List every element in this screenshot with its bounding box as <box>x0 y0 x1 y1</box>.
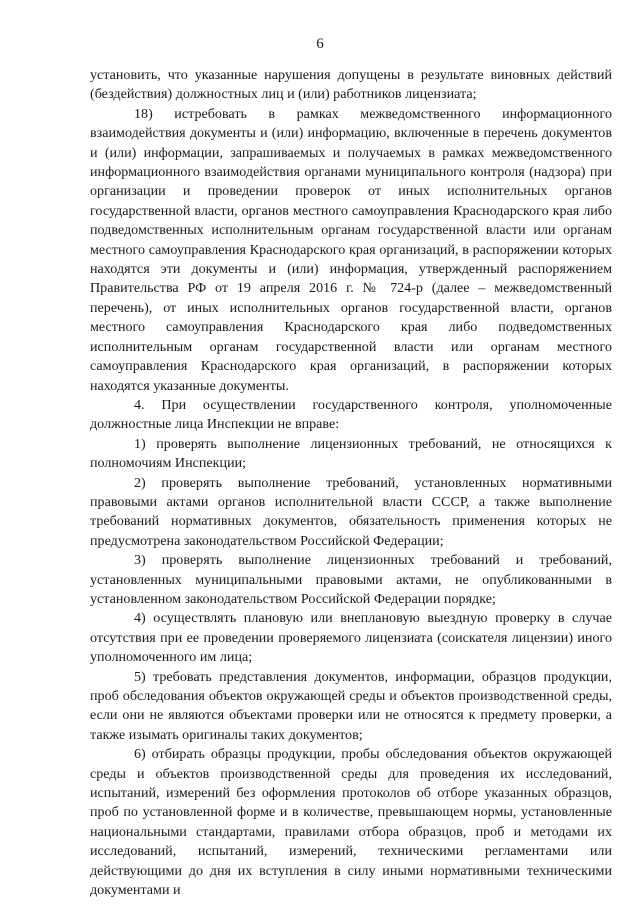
paragraph-continuation: установить, что указанные нарушения допущены в результате виновных действий (бездействия) должностных лиц и (или) работников лицензиата; <box>90 67 612 103</box>
document-body <box>90 66 612 900</box>
page-number: 6 <box>316 36 324 52</box>
paragraph-item-4: 4) осуществлять плановую или внеплановую выездную проверку в случае отсутствия при ее проведении проверяемого лицензиата (соискателя лицензии) иного уполномоченного им лица; <box>90 610 612 666</box>
paragraph-item-3: 3) проверять выполнение лицензионных требований и требований, установленных муниципальными правовыми актами, не опубликованными в установленном законодательством Российской Федерации порядке; <box>90 552 612 607</box>
paragraph-item-6: 6) отбирать образцы продукции, пробы обследования объектов окружающей среды и объектов производственной среды для проведения их исследований, испытаний, измерений без оформления протоколов об отборе указанных образцов, проб по установленной форме и в количестве, превышающем нормы, установленные национальными стандартами, правилами отбора образцов, проб и методами их исследований, испытаний, измерений, техническими регламентами или действующими до дня их вступления в силу иными нормативными техническими документами и <box>90 746 612 899</box>
paragraph-item-5: 5) требовать представления документов, информации, образцов продукции, проб обследования объектов окружающей среды и объектов производственной среды, если они не являются объектами проверки или не относятся к предмету проверки, а также изымать оригиналы таких документов; <box>90 668 612 743</box>
paragraph-section-4: 4. При осуществлении государственного контроля, уполномоченные должностные лица Инспекции не вправе: <box>90 396 612 433</box>
paragraph-item-1: 1) проверять выполнение лицензионных требований, не относящихся к полномочиям Инспекции; <box>90 435 612 472</box>
paragraph-item-18: 18) истребовать в рамках межведомственного информационного взаимодействия документы и (или) информацию, включенные в перечень документов и (или) информации, запрашиваемых и получаемых в рамках межведомственного информационного взаимодействия органами муниципального контроля (надзора) при организации и проведении проверок от иных исполнительных органов государственной власти, органов местного самоуправления Краснодарского края либо подведомственных исполнительным органам государственной власти или органам местного самоуправления Краснодарского края организаций, в распоряжении которых находятся эти документы и (или) информация, утвержденный распоряжением Правительства РФ от 19 апреля 2016 г. № 724-р (далее – межведомственный перечень), от иных исполнительных органов государственной власти, органов местного самоуправления Краснодарского края либо подведомственных исполнительным органам государственной власти или органам местного самоуправления Краснодарского края организаций, в распоряжении которых находятся указанные документы. <box>90 105 612 394</box>
paragraph-item-2: 2) проверять выполнение требований, установленных нормативными правовыми актами органов исполнительной власти СССР, а также выполнение требований нормативных документов, обязательность применения которых не предусмотрена законодательством Российской Федерации; <box>90 474 612 549</box>
